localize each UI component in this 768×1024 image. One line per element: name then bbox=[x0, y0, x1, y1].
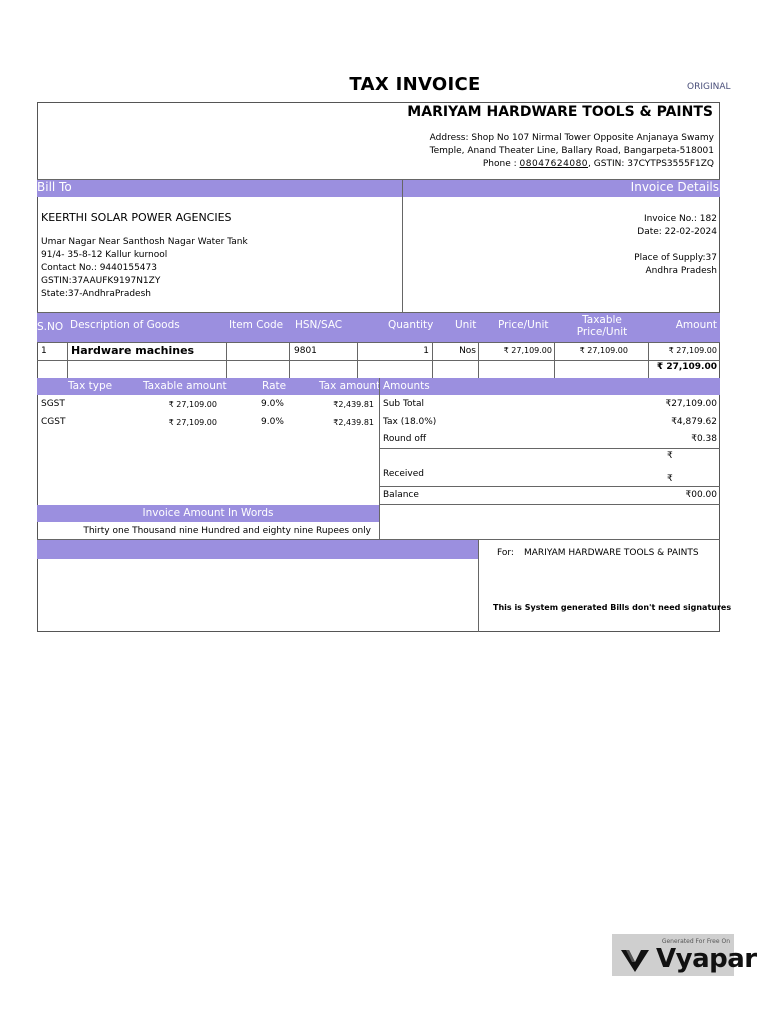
divider bbox=[67, 342, 68, 378]
signature-company: MARIYAM HARDWARE TOOLS & PAINTS bbox=[524, 548, 699, 558]
divider bbox=[478, 539, 479, 632]
roundoff-value: ₹0.38 bbox=[691, 434, 717, 444]
vyapar-logo-icon bbox=[621, 950, 649, 972]
invoice-details-heading: Invoice Details bbox=[630, 180, 719, 194]
col-taxable-amount: Taxable amount bbox=[143, 380, 227, 392]
logo-tagline: Generated For Free On bbox=[661, 938, 730, 945]
row-unit: Nos bbox=[459, 346, 476, 356]
col-item-code: Item Code bbox=[229, 319, 284, 331]
tax-row-amount: ₹2,439.81 bbox=[333, 418, 374, 427]
col-tax-type: Tax type bbox=[68, 380, 113, 392]
customer-contact: Contact No.: 9440155473 bbox=[41, 263, 157, 273]
signature-note: This is System generated Bills don't need signatures bbox=[493, 603, 732, 612]
divider bbox=[648, 342, 649, 378]
footer-bar bbox=[37, 540, 478, 559]
row-amount: ₹ 27,109.00 bbox=[668, 346, 717, 355]
divider bbox=[289, 342, 290, 378]
tax-row-type: SGST bbox=[41, 399, 65, 409]
logo-brand: Vyapar bbox=[656, 944, 757, 974]
tax-value: ₹4,879.62 bbox=[671, 417, 717, 427]
col-hsn: HSN/SAC bbox=[295, 319, 343, 331]
invoice-number: Invoice No.: 182 bbox=[643, 214, 717, 224]
roundoff-label: Round off bbox=[383, 434, 427, 444]
divider bbox=[379, 486, 720, 487]
company-address-line2: Temple, Anand Theater Line, Ballary Road, Bangarpeta-518001 bbox=[429, 146, 714, 156]
company-contact bbox=[300, 158, 714, 171]
received-value: ₹ bbox=[667, 474, 673, 484]
tax-row-type: CGST bbox=[41, 417, 66, 427]
copy-label: ORIGINAL bbox=[687, 82, 731, 92]
amounts-heading: Amounts bbox=[383, 380, 430, 392]
tax-row-amount: ₹2,439.81 bbox=[333, 400, 374, 409]
tax-row-rate: 9.0% bbox=[261, 417, 284, 427]
divider bbox=[226, 342, 227, 378]
balance-value: ₹00.00 bbox=[685, 490, 717, 500]
row-hsn: 9801 bbox=[294, 346, 317, 356]
row-taxable-price: ₹ 27,109.00 bbox=[579, 346, 628, 355]
divider bbox=[37, 342, 720, 343]
subtotal-label: Sub Total bbox=[383, 399, 425, 409]
received-label: Received bbox=[383, 469, 424, 479]
divider bbox=[402, 179, 403, 312]
divider bbox=[478, 342, 479, 378]
phone-number: 08047624080 bbox=[519, 159, 589, 169]
row-quantity: 1 bbox=[423, 346, 429, 356]
phone-label: Phone : bbox=[482, 159, 517, 169]
divider bbox=[379, 504, 720, 505]
tax-row-taxable: ₹ 27,109.00 bbox=[168, 400, 217, 409]
subtotal-value: ₹27,109.00 bbox=[665, 399, 717, 409]
divider bbox=[37, 312, 720, 313]
customer-address-line: Umar Nagar Near Santhosh Nagar Water Tank bbox=[41, 237, 248, 247]
col-tax-amount: Tax amount bbox=[319, 380, 381, 392]
divider bbox=[379, 448, 720, 449]
divider bbox=[554, 342, 555, 378]
tax-label: Tax (18.0%) bbox=[383, 417, 437, 427]
words-heading: Invoice Amount In Words bbox=[142, 507, 274, 519]
row-description: Hardware machines bbox=[71, 344, 195, 357]
col-quantity: Quantity bbox=[388, 319, 434, 331]
amount-in-words: Thirty one Thousand nine Hundred and eighty nine Rupees only bbox=[83, 526, 371, 536]
place-of-supply: Place of Supply:37 bbox=[634, 253, 717, 263]
tax-row-rate: 9.0% bbox=[261, 399, 284, 409]
page-title: TAX INVOICE bbox=[349, 74, 481, 95]
customer-address-line: 91/4- 35-8-12 Kallur kurnool bbox=[41, 250, 168, 260]
invoice-date: Date: 22-02-2024 bbox=[637, 227, 717, 237]
total-value: ₹ bbox=[667, 451, 673, 461]
row-sno: 1 bbox=[41, 346, 47, 356]
place-of-supply-state: Andhra Pradesh bbox=[645, 266, 717, 276]
customer-gstin: GSTIN:37AAUFK9197N1ZY bbox=[41, 276, 161, 286]
col-price-unit: Price/Unit bbox=[498, 319, 549, 331]
col-taxable-price: Taxable Price/Unit bbox=[576, 314, 628, 338]
divider bbox=[357, 342, 358, 378]
col-unit: Unit bbox=[455, 319, 477, 331]
customer-state: State:37-AndhraPradesh bbox=[41, 289, 151, 299]
col-description: Description of Goods bbox=[70, 319, 180, 331]
divider bbox=[432, 342, 433, 378]
company-gstin: , GSTIN: 37CYTPS3555F1ZQ bbox=[588, 159, 714, 169]
row-price-unit: ₹ 27,109.00 bbox=[503, 346, 552, 355]
balance-label: Balance bbox=[383, 490, 419, 500]
for-label: For: bbox=[497, 548, 514, 558]
bill-to-heading: Bill To bbox=[37, 180, 72, 194]
items-total: ₹ 27,109.00 bbox=[656, 362, 717, 372]
tax-row-taxable: ₹ 27,109.00 bbox=[168, 418, 217, 427]
col-sno: S.NO bbox=[37, 321, 64, 333]
customer-name: KEERTHI SOLAR POWER AGENCIES bbox=[41, 211, 232, 224]
divider bbox=[379, 378, 380, 539]
divider bbox=[37, 360, 720, 361]
company-name: MARIYAM HARDWARE TOOLS & PAINTS bbox=[407, 104, 713, 120]
company-address-line1: Address: Shop No 107 Nirmal Tower Opposite Anjanaya Swamy bbox=[429, 133, 714, 143]
col-rate: Rate bbox=[262, 380, 287, 392]
col-amount: Amount bbox=[675, 319, 717, 331]
